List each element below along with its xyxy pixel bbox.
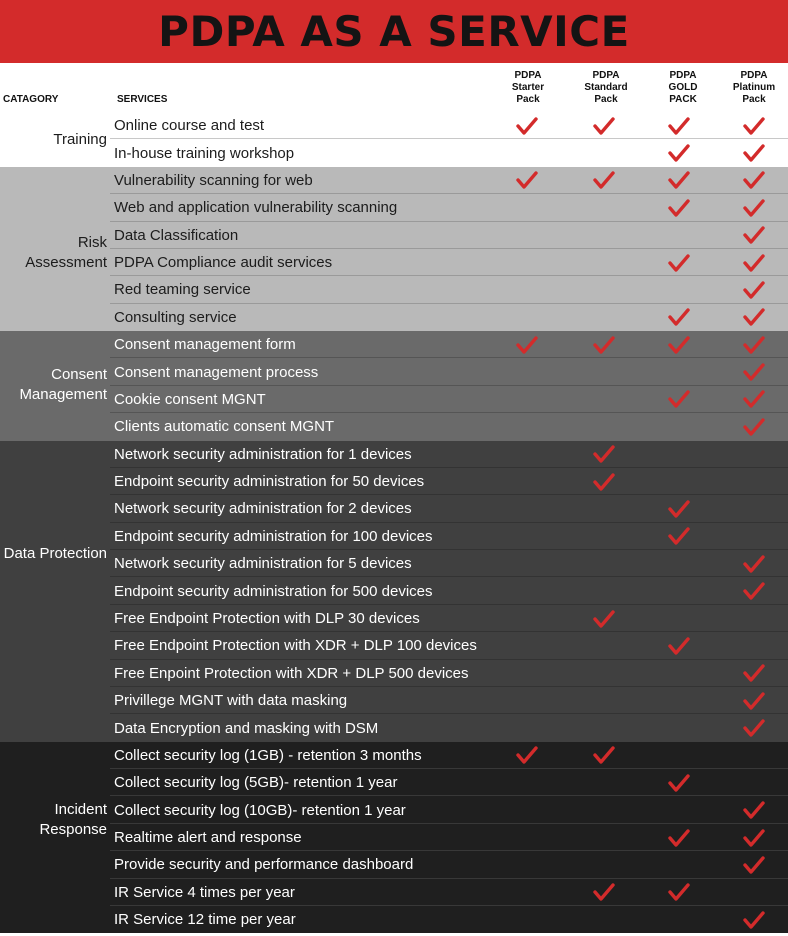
title-banner (0, 0, 788, 63)
check-icon (743, 198, 765, 218)
service-row (0, 605, 788, 632)
service-name: Free Endpoint Protection with DLP 30 devices (114, 610, 420, 627)
service-name: Network security administration for 2 devices (114, 500, 412, 518)
service-row (0, 824, 788, 851)
service-row (0, 413, 788, 440)
section-consent-management (0, 331, 788, 441)
check-icon (743, 910, 765, 930)
service-row (0, 194, 788, 221)
service-row (0, 660, 788, 687)
category-column-header: CATAGORY (3, 94, 59, 105)
service-row (0, 468, 788, 495)
check-icon (743, 663, 765, 683)
service-name: Collect security log (10GB)- retention 1 year (114, 801, 406, 819)
check-icon (668, 499, 690, 519)
service-name: Free Endpoint Protection with XDR + DLP 100 devices (114, 637, 477, 655)
service-row (0, 550, 788, 577)
service-name: Collect security log (5GB)- retention 1 year (114, 774, 398, 792)
section-incident-response (0, 742, 788, 934)
service-row (0, 358, 788, 385)
check-icon (668, 773, 690, 793)
table-header (0, 63, 788, 112)
check-icon (743, 253, 765, 273)
check-icon (516, 745, 538, 765)
check-icon (743, 800, 765, 820)
section-risk-assessment (0, 167, 788, 331)
check-icon (593, 609, 615, 629)
service-row (0, 495, 788, 522)
category-label: Consent Management (19, 366, 107, 404)
check-icon (668, 636, 690, 656)
check-icon (668, 828, 690, 848)
services-column-header: SERVICES (117, 94, 168, 105)
service-row (0, 276, 788, 303)
service-name: Data Encryption and masking with DSM (114, 719, 379, 737)
check-icon (668, 143, 690, 163)
service-name: IR Service 4 times per year (114, 883, 295, 901)
check-icon (593, 116, 615, 136)
service-row (0, 687, 788, 714)
check-icon (743, 389, 765, 409)
service-name: IR Service 12 time per year (114, 911, 296, 929)
check-icon (743, 335, 765, 355)
service-name: Web and application vulnerability scanning (114, 199, 398, 217)
service-row (0, 441, 788, 468)
service-name: Consulting service (114, 308, 237, 326)
check-icon (593, 745, 615, 765)
service-row (0, 632, 788, 659)
check-icon (743, 581, 765, 601)
package-header-standard: PDPA Standard Pack (584, 70, 628, 105)
check-icon (668, 116, 690, 136)
section-data-protection (0, 441, 788, 742)
service-row (0, 249, 788, 276)
service-row (0, 714, 788, 741)
service-name: Endpoint security administration for 100 devices (114, 527, 433, 545)
package-header-gold: PDPA GOLD PACK (668, 70, 698, 105)
check-icon (668, 526, 690, 546)
check-icon (743, 116, 765, 136)
service-name: Red teaming service (114, 281, 251, 299)
category-label: Training (53, 131, 107, 148)
page-title: PDPA AS A SERVICE (158, 7, 630, 56)
service-name: Privillege MGNT with data masking (114, 692, 348, 710)
check-icon (743, 828, 765, 848)
service-row (0, 331, 788, 358)
check-icon (743, 170, 765, 190)
check-icon (668, 253, 690, 273)
section-training (0, 112, 788, 167)
check-icon (668, 198, 690, 218)
service-name: Clients automatic consent MGNT (114, 418, 335, 436)
check-icon (668, 335, 690, 355)
service-row (0, 742, 788, 769)
service-name: Consent management process (114, 363, 319, 381)
check-icon (593, 335, 615, 355)
check-icon (516, 335, 538, 355)
check-icon (743, 554, 765, 574)
service-name: Provide security and performance dashboard (114, 856, 414, 874)
service-name: Free Enpoint Protection with XDR + DLP 500 devices (114, 664, 469, 682)
service-name: In-house training workshop (114, 144, 295, 162)
check-icon (668, 170, 690, 190)
category-label: Data Protection (3, 544, 107, 562)
service-name: Endpoint security administration for 50 devices (114, 473, 425, 491)
check-icon (668, 307, 690, 327)
category-label: Risk Assessment (25, 233, 107, 271)
service-row (0, 304, 788, 331)
service-row (0, 796, 788, 823)
check-icon (668, 882, 690, 902)
check-icon (743, 143, 765, 163)
service-row (0, 523, 788, 550)
check-icon (593, 472, 615, 492)
check-icon (743, 855, 765, 875)
check-icon (593, 170, 615, 190)
category-label: Incident Response (39, 800, 107, 838)
service-row (0, 386, 788, 413)
service-name: Realtime alert and response (114, 829, 302, 847)
service-name: Data Classification (114, 226, 239, 244)
service-row (0, 769, 788, 796)
check-icon (593, 882, 615, 902)
service-row (0, 222, 788, 249)
check-icon (743, 718, 765, 738)
package-header-platinum: PDPA Platinum Pack (732, 70, 776, 105)
check-icon (743, 280, 765, 300)
service-name: Network security administration for 5 devices (114, 555, 412, 573)
service-name: Consent management form (114, 336, 296, 354)
service-name: Cookie consent MGNT (114, 390, 266, 408)
package-header-starter: PDPA Starter Pack (511, 70, 545, 105)
service-name: Online course and test (114, 117, 265, 135)
check-icon (743, 417, 765, 437)
service-row (0, 139, 788, 166)
service-name: Collect security log (1GB) - retention 3 months (114, 746, 422, 764)
check-icon (668, 389, 690, 409)
check-icon (743, 307, 765, 327)
check-icon (743, 225, 765, 245)
check-icon (743, 362, 765, 382)
check-icon (593, 444, 615, 464)
service-row (0, 112, 788, 139)
service-row (0, 167, 788, 194)
check-icon (743, 691, 765, 711)
service-name: PDPA Compliance audit services (114, 254, 333, 272)
service-name: Vulnerability scanning for web (114, 171, 313, 189)
check-icon (516, 116, 538, 136)
service-name: Network security administration for 1 devices (114, 445, 412, 463)
service-row (0, 879, 788, 906)
check-icon (516, 170, 538, 190)
service-row (0, 906, 788, 933)
service-row (0, 577, 788, 604)
service-name: Endpoint security administration for 500 devices (114, 582, 433, 600)
service-row (0, 851, 788, 878)
